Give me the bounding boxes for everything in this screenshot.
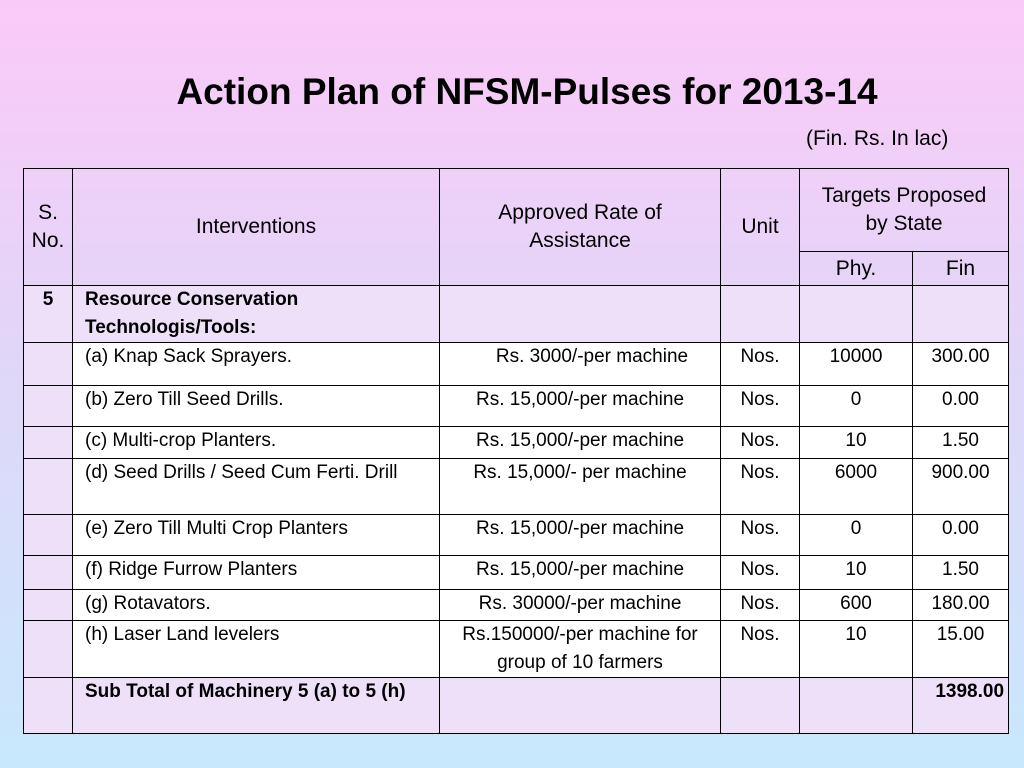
row-sno	[24, 678, 73, 734]
row-intervention: (f) Ridge Furrow Planters	[73, 556, 440, 590]
table-row	[24, 678, 1009, 734]
header-unit: Unit	[721, 169, 800, 286]
row-fin: 180.00	[913, 590, 1009, 621]
row-phy: 10	[800, 556, 913, 590]
row-phy: 600	[800, 590, 913, 621]
row-sno	[24, 515, 73, 556]
table-row	[24, 590, 1009, 621]
header-interventions: Interventions	[73, 169, 440, 286]
row-intervention: (e) Zero Till Multi Crop Planters	[73, 515, 440, 556]
row-unit: Nos.	[721, 459, 800, 515]
row-unit: Nos.	[721, 621, 800, 678]
row-rate: Rs. 15,000/-per machine	[440, 515, 721, 556]
row-phy: 10	[800, 427, 913, 459]
header-sno: S. No.	[24, 169, 73, 286]
row-intervention: (g) Rotavators.	[73, 590, 440, 621]
row-phy: 0	[800, 386, 913, 427]
row-rate: Rs.150000/-per machine for group of 10 farmers	[440, 621, 721, 678]
row-phy	[800, 678, 913, 734]
row-fin: 15.00	[913, 621, 1009, 678]
table-row	[24, 286, 1009, 343]
header-phy: Phy.	[800, 252, 913, 286]
row-unit: Nos.	[721, 590, 800, 621]
row-fin: 0.00	[913, 386, 1009, 427]
header-rate: Approved Rate of Assistance	[440, 169, 721, 286]
action-plan-table	[23, 168, 1009, 734]
row-intervention: (c) Multi-crop Planters.	[73, 427, 440, 459]
row-sno	[24, 343, 73, 386]
page-title: Action Plan of NFSM-Pulses for 2013-14	[176, 71, 878, 112]
row-rate: Rs. 15,000/-per machine	[440, 386, 721, 427]
header-targets: Targets Proposed by State	[800, 169, 1009, 252]
row-phy: 6000	[800, 459, 913, 515]
row-fin: 1.50	[913, 556, 1009, 590]
row-rate: Rs. 3000/-per machine	[440, 343, 721, 386]
row-phy: 0	[800, 515, 913, 556]
table-row	[24, 459, 1009, 515]
table-row	[24, 556, 1009, 590]
row-sno	[24, 386, 73, 427]
row-rate: Rs. 15,000/-per machine	[440, 556, 721, 590]
row-phy: 10000	[800, 343, 913, 386]
unit-note: (Fin. Rs. In lac)	[806, 127, 949, 150]
row-intervention: (h) Laser Land levelers	[73, 621, 440, 678]
table-row	[24, 427, 1009, 459]
row-rate: Rs. 30000/-per machine	[440, 590, 721, 621]
row-rate: Rs. 15,000/- per machine	[440, 459, 721, 515]
row-fin	[913, 286, 1009, 343]
row-intervention: Resource Conservation Technologis/Tools:	[73, 286, 440, 343]
table-row	[24, 386, 1009, 427]
row-rate	[440, 678, 721, 734]
row-unit: Nos.	[721, 556, 800, 590]
row-sno: 5	[24, 286, 73, 343]
row-sno	[24, 590, 73, 621]
row-intervention: Sub Total of Machinery 5 (a) to 5 (h)	[73, 678, 440, 734]
row-fin: 1398.00	[913, 678, 1009, 734]
row-unit: Nos.	[721, 427, 800, 459]
header-row	[24, 169, 1009, 252]
row-phy	[800, 286, 913, 343]
row-fin: 300.00	[913, 343, 1009, 386]
row-intervention: (d) Seed Drills / Seed Cum Ferti. Drill	[73, 459, 440, 515]
row-rate	[440, 286, 721, 343]
table-row	[24, 343, 1009, 386]
row-fin: 1.50	[913, 427, 1009, 459]
row-unit	[721, 678, 800, 734]
row-fin: 0.00	[913, 515, 1009, 556]
row-sno	[24, 556, 73, 590]
row-unit	[721, 286, 800, 343]
row-phy: 10	[800, 621, 913, 678]
row-intervention: (a) Knap Sack Sprayers.	[73, 343, 440, 386]
table-row	[24, 621, 1009, 678]
row-intervention: (b) Zero Till Seed Drills.	[73, 386, 440, 427]
row-fin: 900.00	[913, 459, 1009, 515]
row-rate: Rs. 15,000/-per machine	[440, 427, 721, 459]
row-unit: Nos.	[721, 386, 800, 427]
row-sno	[24, 459, 73, 515]
table-row	[24, 515, 1009, 556]
header-fin: Fin	[913, 252, 1009, 286]
row-unit: Nos.	[721, 343, 800, 386]
row-unit: Nos.	[721, 515, 800, 556]
row-sno	[24, 621, 73, 678]
row-sno	[24, 427, 73, 459]
